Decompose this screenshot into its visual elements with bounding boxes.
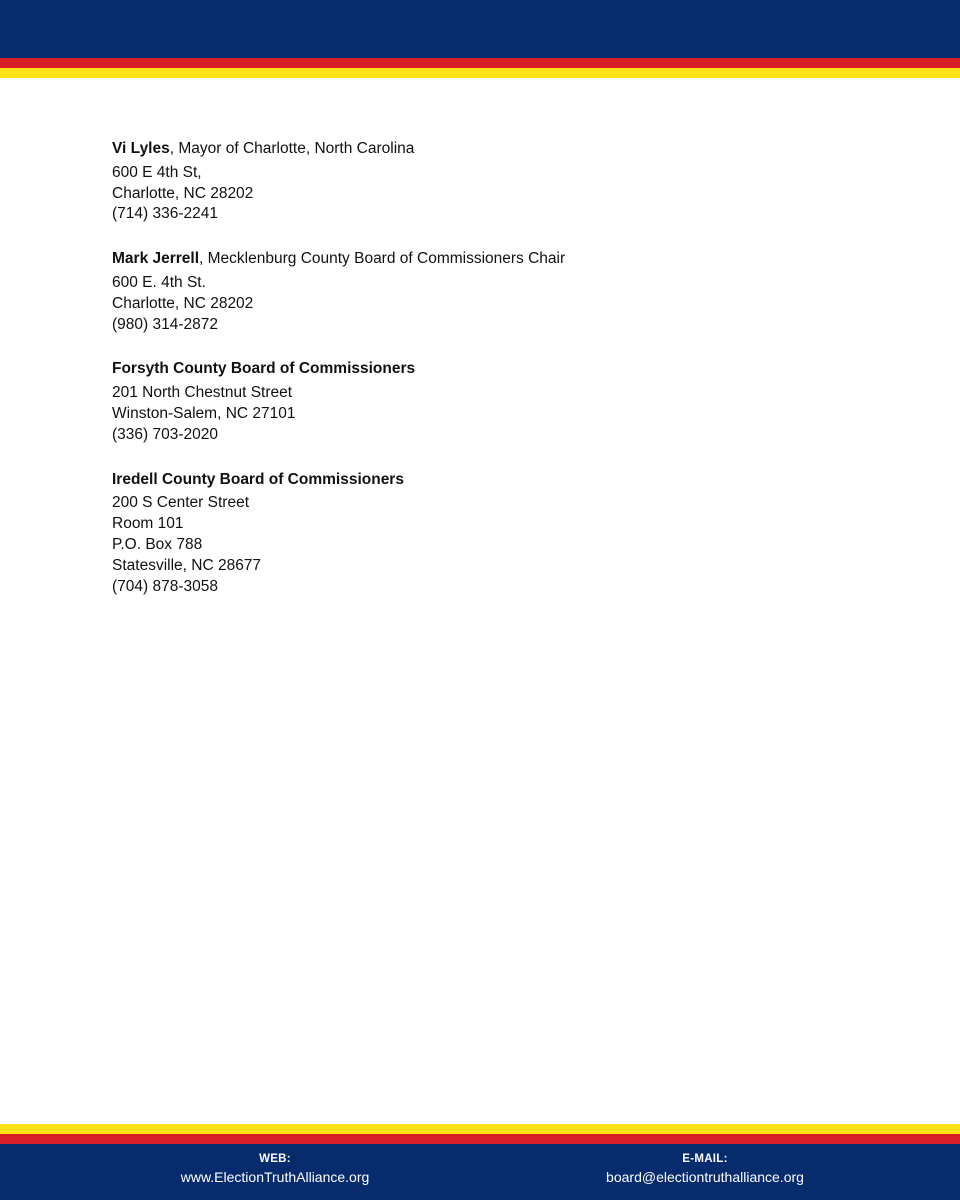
footer-web	[140, 1152, 410, 1187]
contact-name: Vi Lyles	[112, 140, 170, 157]
contact-block-vi-lyles	[112, 139, 872, 225]
phone-line: (714) 336-2241	[112, 205, 218, 223]
address-line: 600 E. 4th St.	[112, 273, 206, 291]
address-line: 600 E 4th St,	[112, 163, 202, 181]
contact-block-mark-jerrell	[112, 249, 872, 335]
contact-heading	[112, 359, 872, 380]
address-line: 200 S Center Street	[112, 494, 249, 512]
city-line: Statesville, NC 28677	[112, 556, 262, 574]
email-label: E-MAIL:	[682, 1153, 728, 1165]
email-link[interactable]: board@electiontruthalliance.org	[606, 1169, 804, 1185]
city-line: Charlotte, NC 28202	[112, 294, 254, 312]
contact-title: , Mecklenburg County Board of Commissioners Chair	[199, 250, 566, 268]
footer-yellow-stripe	[0, 1124, 960, 1134]
city-line: Winston-Salem, NC 27101	[112, 404, 296, 422]
contact-list	[112, 139, 872, 621]
header-red-stripe	[0, 58, 960, 68]
contact-title: , Mayor of Charlotte, North Carolina	[169, 140, 415, 157]
contact-block-forsyth-county	[112, 359, 872, 445]
footer-email	[570, 1152, 840, 1187]
city-line: Charlotte, NC 28202	[112, 184, 254, 202]
contact-heading	[112, 249, 872, 270]
contact-name: Mark Jerrell	[112, 250, 200, 268]
web-label: WEB:	[259, 1153, 291, 1165]
footer-band	[0, 1144, 960, 1200]
footer-red-stripe	[0, 1134, 960, 1144]
phone-line: (980) 314-2872	[112, 315, 218, 333]
contact-name: Forsyth County Board of Commissioners	[112, 360, 416, 378]
room-line: Room 101	[112, 515, 184, 533]
address-line: 201 North Chestnut Street	[112, 384, 293, 402]
web-link[interactable]: www.ElectionTruthAlliance.org	[180, 1169, 370, 1185]
header-band	[0, 0, 960, 58]
contact-heading	[112, 139, 872, 160]
contact-name: Iredell County Board of Commissioners	[112, 470, 404, 488]
contact-heading	[112, 470, 872, 491]
phone-line: (704) 878-3058	[112, 577, 218, 595]
contact-block-iredell-county	[112, 470, 872, 598]
header-yellow-stripe	[0, 68, 960, 78]
po-box-line: P.O. Box 788	[112, 535, 203, 553]
phone-line: (336) 703-2020	[112, 425, 218, 443]
